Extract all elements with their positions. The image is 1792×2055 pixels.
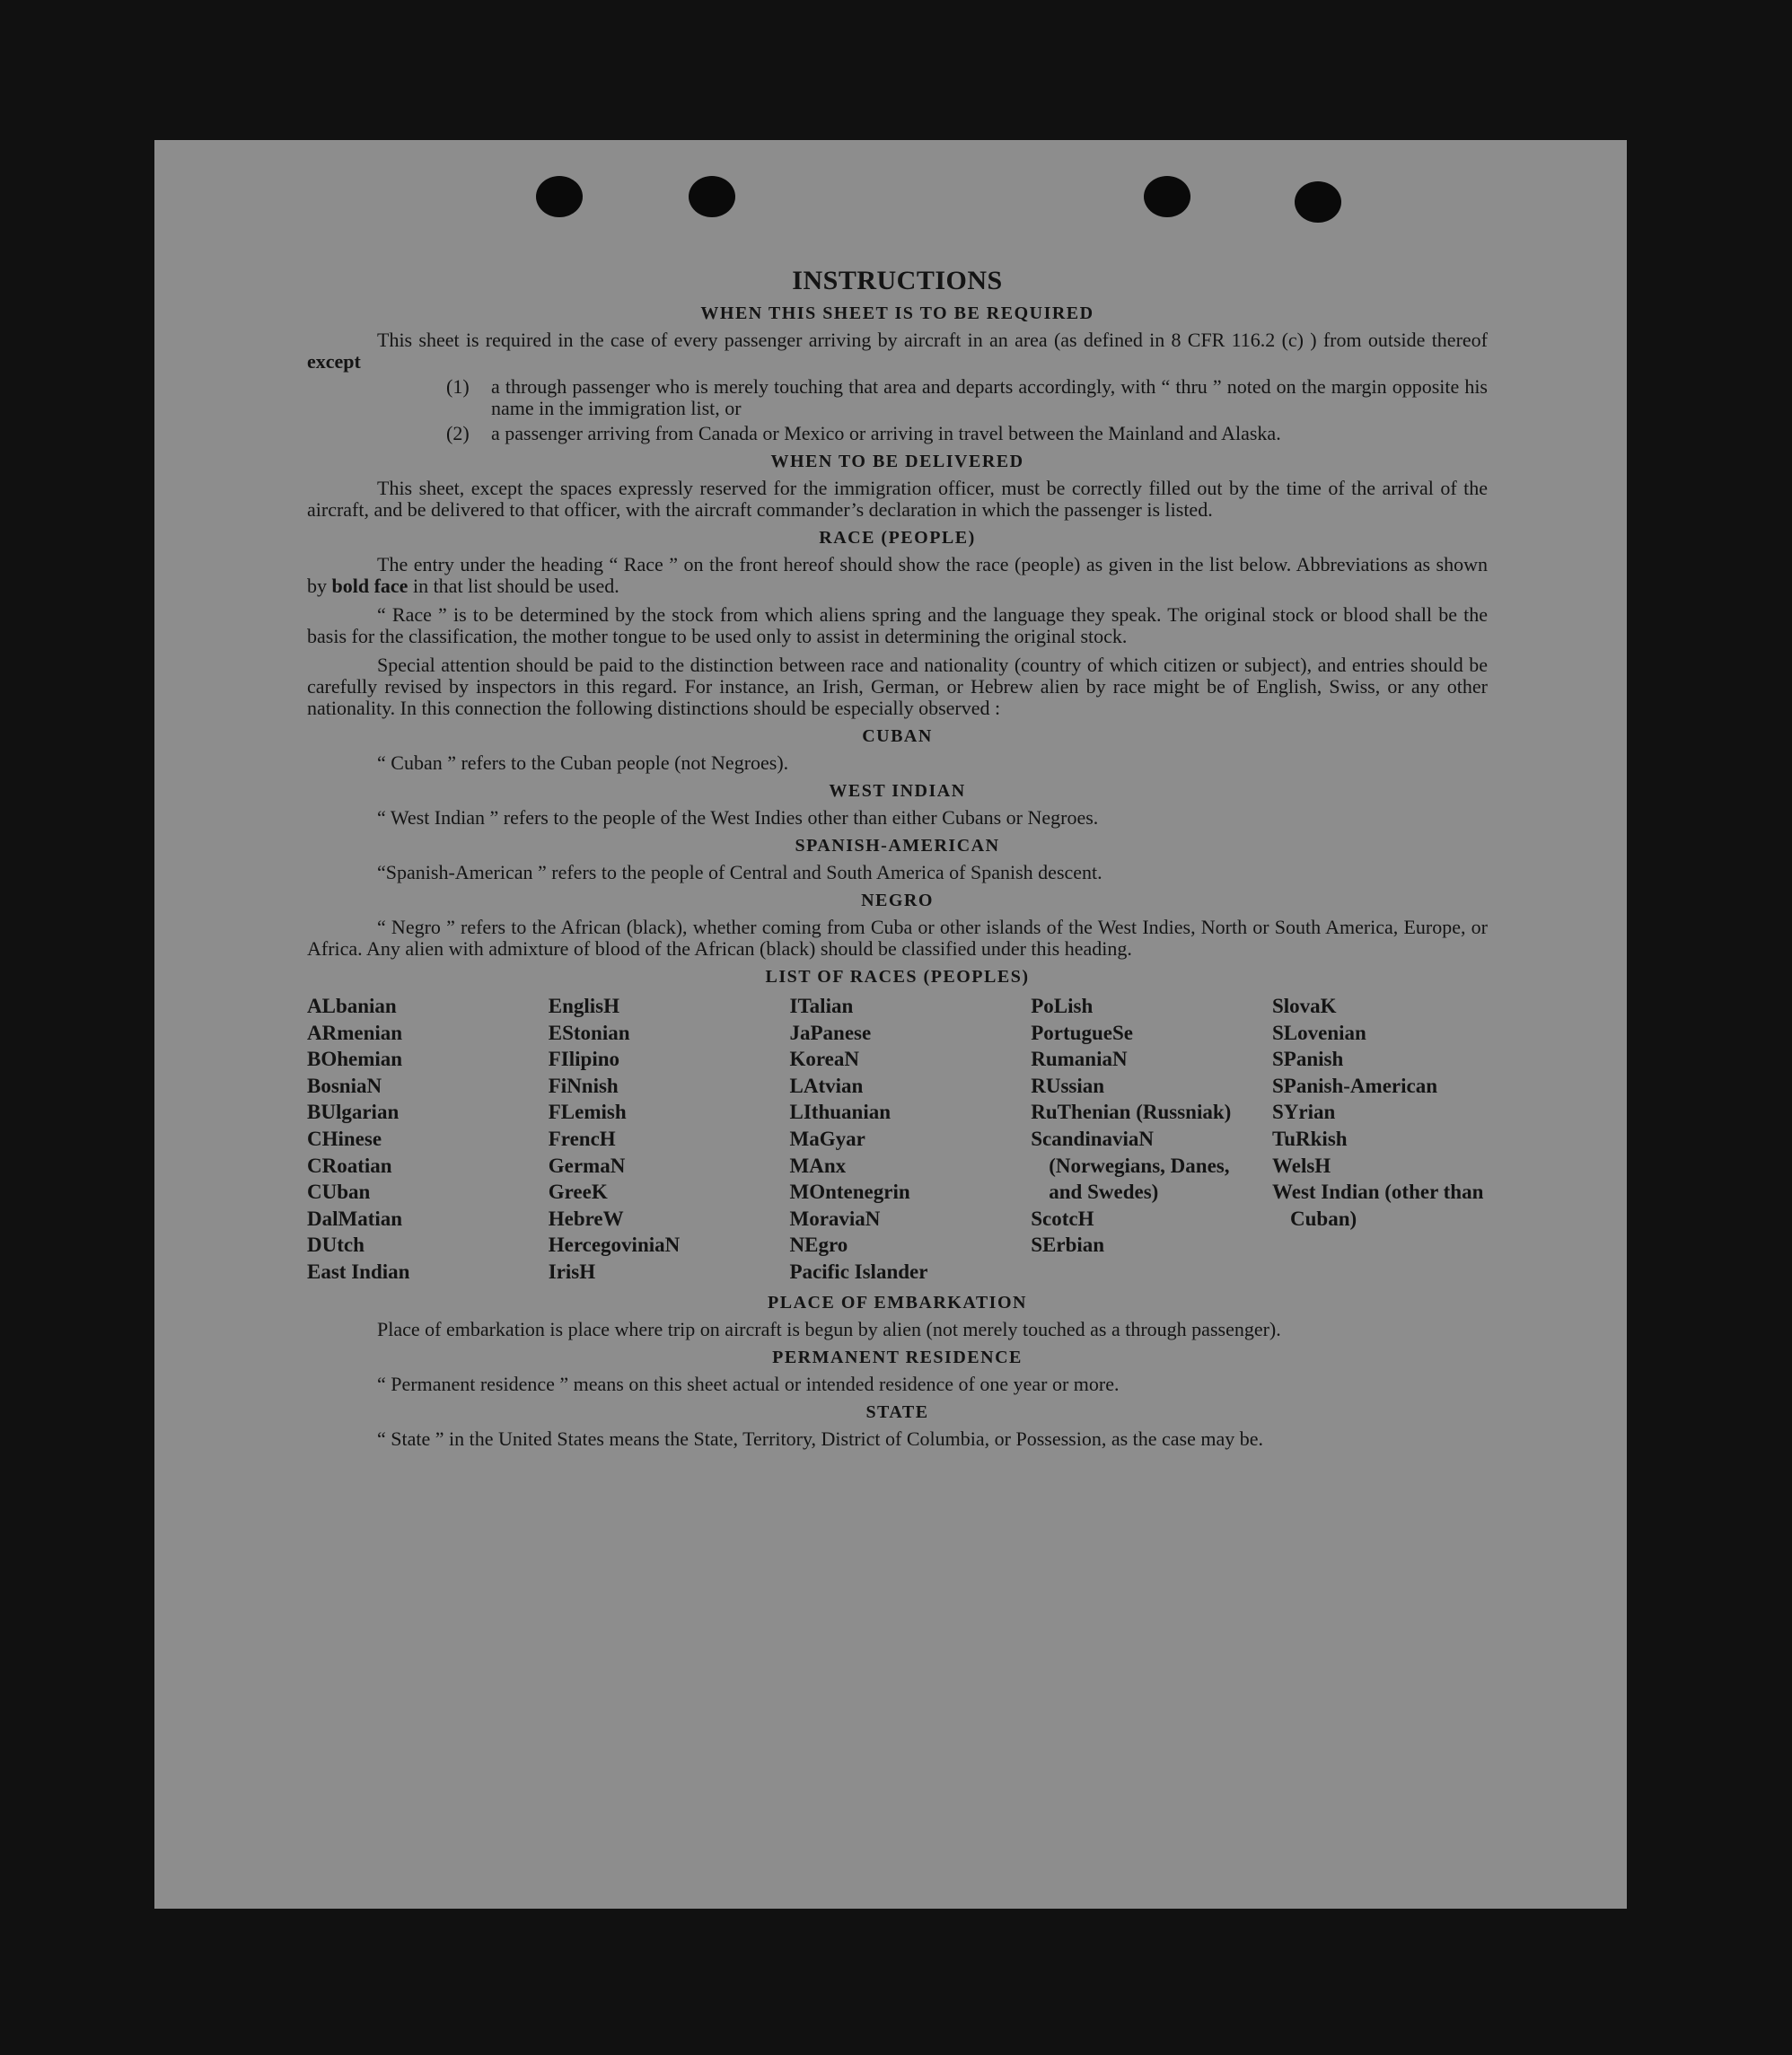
races-column [1272, 993, 1488, 1286]
race-item: CRoatian [307, 1154, 392, 1177]
race-item: HercegoviniaN [548, 1234, 681, 1257]
race-item: IrisH [548, 1260, 596, 1283]
state-text: “ State ” in the United States means the State, Territory, District of Columbia, or Possession, as the case may be. [377, 1427, 1264, 1450]
race-item: Pacific Islander [789, 1260, 928, 1283]
race-item: East Indian [307, 1260, 410, 1283]
race-item: SlovaK [1272, 995, 1337, 1017]
race-item: RUssian [1031, 1074, 1105, 1097]
race-item: MOntenegrin [789, 1181, 910, 1204]
race-item: SYrian [1272, 1101, 1336, 1124]
spanish-american-text: “Spanish-American ” refers to the people of Central and South America of Spanish descent. [377, 861, 1102, 883]
race-item: CUban [307, 1181, 371, 1204]
race-item: DUtch [307, 1234, 365, 1257]
race-item: FLemish [548, 1101, 627, 1124]
race-item: SLovenian [1272, 1021, 1366, 1044]
race-item: FiNnish [548, 1074, 619, 1097]
race-item: West Indian (other than Cuban) [1272, 1181, 1484, 1230]
section-heading-race: RACE (PEOPLE) [819, 528, 976, 548]
race-item: ScotcH [1031, 1207, 1094, 1230]
race-item: ITalian [789, 995, 854, 1017]
section-heading-state: STATE [865, 1401, 929, 1422]
section-heading-required: WHEN THIS SHEET IS TO BE REQUIRED [700, 303, 1094, 323]
race-item: BUlgarian [307, 1101, 400, 1124]
race-item: ARmenian [307, 1021, 403, 1044]
race-item: RuThenian (Russniak) [1031, 1101, 1232, 1124]
race-paragraph-2: “ Race ” is to be determined by the stock from which aliens spring and the language they speak. The original stock or blood shall be the basis for the classification, the mother tongue to be used only to assist in determining the original stock. [307, 603, 1488, 647]
race-item: FrencH [548, 1127, 616, 1150]
punch-hole [536, 176, 583, 217]
race-item: BosniaN [307, 1074, 382, 1097]
section-heading-negro: NEGRO [861, 891, 934, 910]
race-item: SPanish-American [1272, 1074, 1437, 1097]
race-item: JaPanese [789, 1021, 872, 1044]
required-intro: This sheet is required in the case of every passenger arriving by aircraft in an area (as defined in 8 CFR 116.2 (c) ) from outside thereof except [307, 329, 1488, 373]
section-heading-spanish-american: SPANISH-AMERICAN [795, 836, 1000, 856]
race-item: PoLish [1031, 995, 1094, 1017]
cuban-text: “ Cuban ” refers to the Cuban people (not Negroes). [377, 751, 789, 774]
section-heading-cuban: CUBAN [862, 726, 933, 746]
race-item: NEgro [789, 1234, 848, 1257]
races-column [790, 993, 1023, 1286]
races-column [307, 993, 540, 1286]
page-title: INSTRUCTIONS [792, 266, 1003, 295]
section-heading-residence: PERMANENT RESIDENCE [772, 1347, 1023, 1367]
race-item: WelsH [1272, 1154, 1331, 1177]
race-paragraph-1: The entry under the heading “ Race ” on the front hereof should show the race (people) as given in the list below. Abbreviations as shown by bold face in that list should be used. [307, 553, 1488, 597]
race-item: TuRkish [1272, 1127, 1348, 1150]
race-item: FIlipino [548, 1048, 620, 1071]
race-item: SErbian [1031, 1234, 1105, 1257]
race-item: RumaniaN [1031, 1048, 1128, 1071]
race-item: PortugueSe [1031, 1021, 1133, 1044]
race-item: MAnx [789, 1154, 847, 1177]
instructions-content [307, 266, 1488, 1450]
punch-hole [689, 176, 735, 217]
exception-item: (2) a passenger arriving from Canada or Mexico or arriving in travel between the Mainland and Alaska. [446, 422, 1281, 444]
races-column [1031, 993, 1264, 1286]
negro-text: “ Negro ” refers to the African (black), whether coming from Cuba or other islands of the West Indies, North or South America, Europe, or Africa. Any alien with admixture of blood of the African (black) should be classified under this heading. [307, 916, 1488, 960]
race-item: LIthuanian [789, 1101, 892, 1124]
race-item: GreeK [548, 1181, 608, 1204]
race-item: SPanish [1272, 1048, 1344, 1071]
embarkation-text: Place of embarkation is place where trip on aircraft is begun by alien (not merely touched as a through passenger). [377, 1317, 1281, 1340]
residence-text: “ Permanent residence ” means on this sheet actual or intended residence of one year or more. [377, 1372, 1120, 1395]
delivered-text: This sheet, except the spaces expressly reserved for the immigration officer, must be correctly filled out by the time of the arrival of the aircraft, and be delivered to that officer, with the aircraft commander’s declaration in which the passenger is listed. [307, 477, 1488, 521]
race-item: GermaN [548, 1154, 626, 1177]
races-column [549, 993, 782, 1286]
race-item: EnglisH [548, 995, 620, 1017]
race-item: LAtvian [789, 1074, 864, 1097]
race-item: CHinese [307, 1127, 382, 1150]
race-item: ScandinaviaN (Norwegians, Danes, and Swedes) [1031, 1127, 1230, 1204]
race-item: EStonian [548, 1021, 630, 1044]
race-item: MoraviaN [789, 1207, 881, 1230]
race-item: ALbanian [307, 995, 397, 1017]
race-item: MaGyar [789, 1127, 865, 1150]
punch-hole [1144, 176, 1190, 217]
document-sheet [154, 140, 1627, 1909]
race-item: HebreW [548, 1207, 624, 1230]
race-paragraph-3: Special attention should be paid to the distinction between race and nationality (country of which citizen or subject), and entries should be carefully revised by inspectors in this regard. For instance, an Irish, German, or Hebrew alien by race might be of English, Swiss, or any other nationality. In this connection the following distinctions should be especially observed : [307, 654, 1488, 719]
race-item: BOhemian [307, 1048, 403, 1071]
west-indian-text: “ West Indian ” refers to the people of the West Indies other than either Cubans or Negroes. [377, 806, 1099, 829]
section-heading-embarkation: PLACE OF EMBARKATION [768, 1292, 1027, 1313]
exception-item: (1) a through passenger who is merely touching that area and departs accordingly, with “ thru ” noted on the margin opposite his name in the immigration list, or [446, 375, 1488, 419]
section-heading-list-of-races: LIST OF RACES (PEOPLES) [765, 967, 1030, 987]
punch-hole [1295, 181, 1341, 223]
race-item: KoreaN [789, 1048, 860, 1071]
races-list [307, 993, 1488, 1286]
race-item: DalMatian [307, 1207, 403, 1230]
section-heading-delivered: WHEN TO BE DELIVERED [770, 452, 1024, 471]
section-heading-west-indian: WEST INDIAN [829, 781, 966, 801]
